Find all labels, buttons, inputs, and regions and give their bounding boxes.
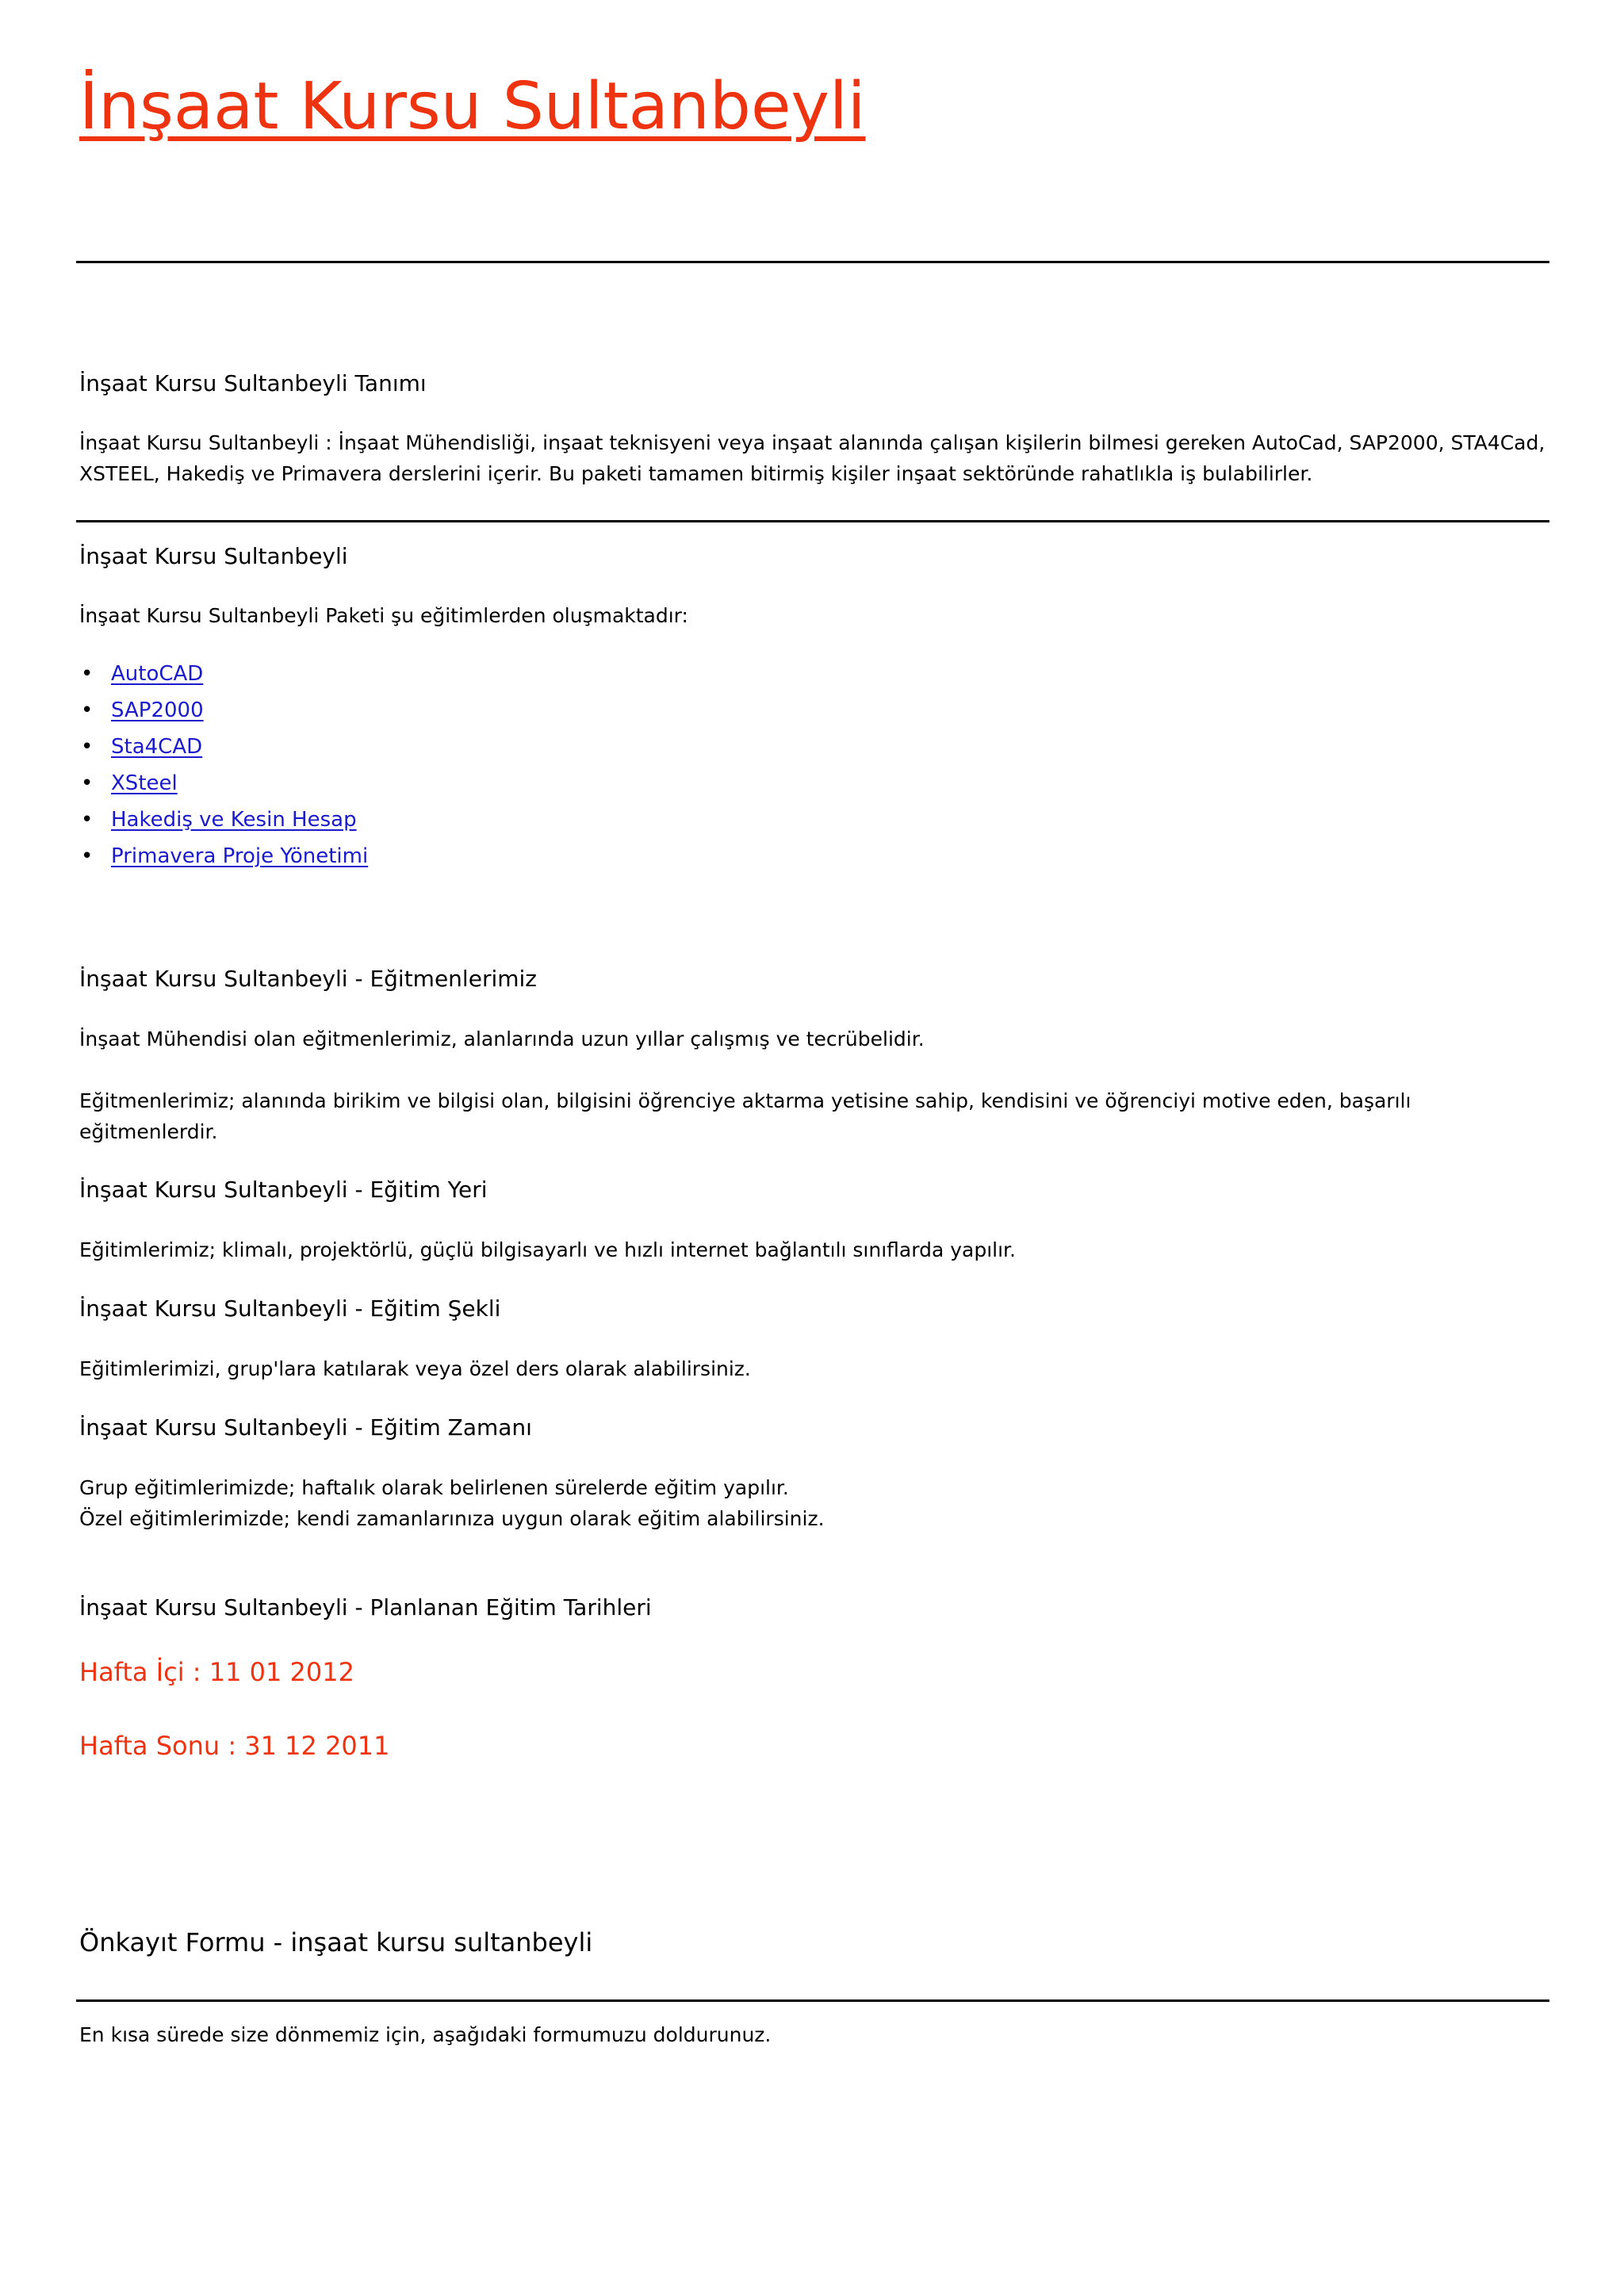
bullet: •: [81, 662, 94, 686]
divider-top: [76, 261, 1549, 263]
course-link-xsteel[interactable]: XSteel: [111, 771, 178, 795]
trainers-heading: İnşaat Kursu Sultanbeyli - Eğitmenlerimiz: [79, 966, 537, 992]
list-item: [79, 656, 368, 693]
location-text: Eğitimlerimiz; klimalı, projektörlü, güçlü bilgisayarlı ve hızlı internet bağlantılı sınıflarda yapılır.: [79, 1238, 1016, 1261]
bullet: •: [81, 698, 94, 722]
bullet: •: [81, 771, 94, 795]
form-text: En kısa sürede size dönmemiz için, aşağıdaki formumuzu doldurunuz.: [79, 2023, 772, 2046]
list-item: [79, 693, 368, 729]
form-heading: Önkayıt Formu - inşaat kursu sultanbeyli: [79, 1927, 593, 1957]
schedule-text-1: Grup eğitimlerimizde; haftalık olarak belirlenen sürelerde eğitim yapılır.: [79, 1476, 789, 1499]
page-title-link[interactable]: İnşaat Kursu Sultanbeyli: [79, 69, 866, 144]
schedule-heading: İnşaat Kursu Sultanbeyli - Eğitim Zamanı: [79, 1414, 532, 1441]
divider-form: [76, 1999, 1549, 2002]
weekend-date: Hafta Sonu : 31 12 2011: [79, 1731, 390, 1761]
package-heading: İnşaat Kursu Sultanbeyli: [79, 543, 348, 569]
list-item: [79, 766, 368, 802]
definition-heading: İnşaat Kursu Sultanbeyli Tanımı: [79, 370, 427, 396]
course-link-hakedis[interactable]: Hakediş ve Kesin Hesap: [111, 808, 357, 832]
format-text: Eğitimlerimizi, grup'lara katılarak veya özel ders olarak alabilirsiniz.: [79, 1357, 751, 1380]
schedule-text-2: Özel eğitimlerimizde; kendi zamanlarınıza uygun olarak eğitim alabilirsiniz.: [79, 1507, 825, 1530]
list-item: [79, 839, 368, 875]
bullet: •: [81, 844, 94, 868]
weekday-date: Hafta İçi : 11 01 2012: [79, 1657, 354, 1687]
format-heading: İnşaat Kursu Sultanbeyli - Eğitim Şekli: [79, 1295, 501, 1322]
course-link-autocad[interactable]: AutoCAD: [111, 662, 204, 686]
definition-text: İnşaat Kursu Sultanbeyli : İnşaat Mühendisliği, inşaat teknisyeni veya inşaat alanında çalışan kişilerin bilmesi gereken AutoCad, SAP2000, STA4Cad, XSTEEL, Hakediş ve Primavera derslerini içerir. Bu paketi tamamen bitirmiş kişiler inşaat sektöründe rahatlıkla iş bulabilirler.: [79, 431, 1545, 485]
course-list: [79, 656, 368, 875]
dates-heading: İnşaat Kursu Sultanbeyli - Planlanan Eğitim Tarihleri: [79, 1594, 652, 1621]
trainers-text-2: Eğitmenlerimiz; alanında birikim ve bilgisi olan, bilgisini öğrenciye aktarma yetisine sahip, kendisini ve öğrenciyi motive eden, başarılı eğitmenlerdir.: [79, 1089, 1411, 1143]
location-heading: İnşaat Kursu Sultanbeyli - Eğitim Yeri: [79, 1177, 488, 1203]
bullet: •: [81, 735, 94, 759]
list-item: [79, 802, 368, 839]
list-item: [79, 729, 368, 766]
course-link-primavera[interactable]: Primavera Proje Yönetimi: [111, 844, 369, 868]
package-intro: İnşaat Kursu Sultanbeyli Paketi şu eğitimlerden oluşmaktadır:: [79, 604, 688, 627]
course-link-sta4cad[interactable]: Sta4CAD: [111, 735, 203, 759]
bullet: •: [81, 808, 94, 832]
course-link-sap2000[interactable]: SAP2000: [111, 698, 204, 722]
divider-definition: [76, 520, 1549, 522]
trainers-text-1: İnşaat Mühendisi olan eğitmenlerimiz, alanlarında uzun yıllar çalışmış ve tecrübelidir.: [79, 1027, 925, 1050]
